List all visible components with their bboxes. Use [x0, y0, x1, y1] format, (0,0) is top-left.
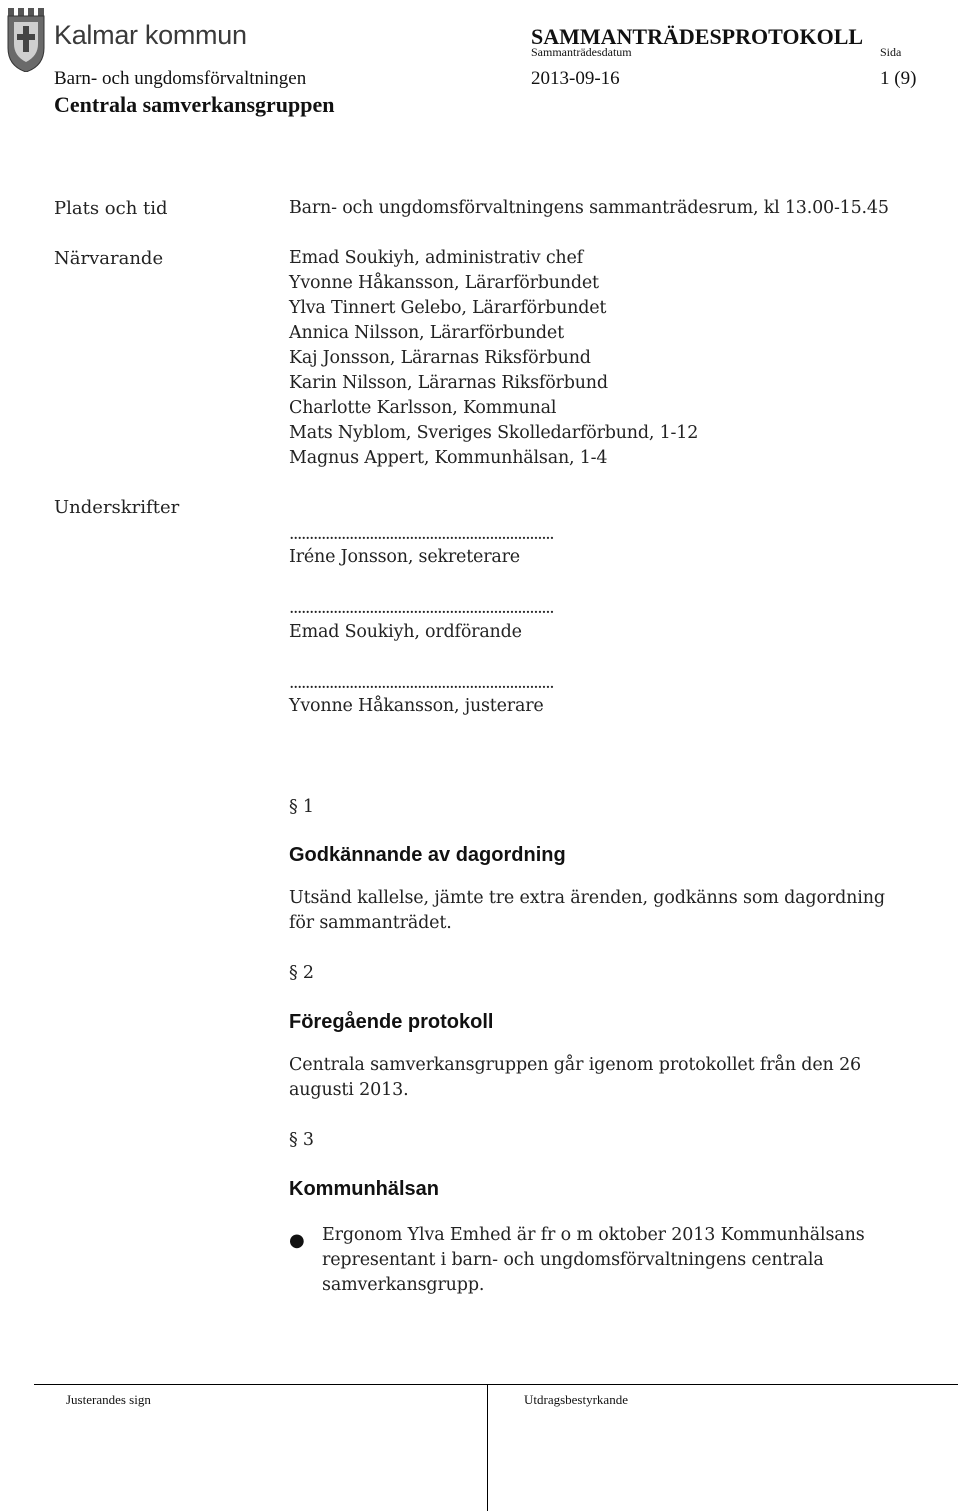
page-label: Sida [880, 45, 902, 59]
attendee: Karin Nilsson, Lärarnas Riksförbund [289, 373, 608, 393]
signatures-label: Underskrifter [54, 497, 180, 518]
attendee: Annica Nilsson, Lärarförbundet [289, 323, 564, 343]
certification-label: Utdragsbestyrkande [524, 1392, 628, 1407]
section-heading: Kommunhälsan [289, 1178, 440, 1200]
attendee: Kaj Jonsson, Lärarnas Riksförbund [289, 348, 591, 368]
attendee: Yvonne Håkansson, Lärarförbundet [289, 273, 599, 293]
signatory: Yvonne Håkansson, justerare [289, 696, 544, 716]
signature-line: .................................................................. [289, 598, 554, 618]
meeting-date-label: Sammanträdesdatum [531, 45, 632, 59]
section-text: Utsänd kallelse, jämte tre extra ärenden, godkänns som dagordning för sammanträdet. [289, 888, 885, 933]
signature-line: .................................................................. [289, 673, 554, 693]
meeting-date: 2013-09-16 [531, 68, 620, 89]
department: Barn- och ungdomsförvaltningen [54, 68, 307, 89]
section-text: Centrala samverkansgruppen går igenom protokollet från den 26 augusti 2013. [289, 1055, 862, 1100]
attendee: Mats Nyblom, Sveriges Skolledarförbund, 1-12 [289, 423, 699, 443]
signatory: Emad Soukiyh, ordförande [289, 622, 522, 642]
place-label: Plats och tid [54, 198, 168, 219]
section-heading: Godkännande av dagordning [289, 844, 566, 866]
footer-column-divider [487, 1384, 488, 1511]
place-value: Barn- och ungdomsförvaltningens sammanträdesrum, kl 13.00-15.45 [289, 198, 889, 218]
attendee: Ylva Tinnert Gelebo, Lärarförbundet [289, 298, 607, 318]
bullet-icon: ● [289, 1230, 305, 1251]
adjuster-signature-label: Justerandes sign [66, 1392, 151, 1407]
signatory: Iréne Jonsson, sekreterare [289, 547, 520, 567]
section-number: § 1 [289, 797, 314, 817]
document-type: SAMMANTRÄDESPROTOKOLL [531, 24, 864, 49]
section-sign-icon: § [289, 963, 298, 983]
bullet-text: Ergonom Ylva Emhed är fr o m oktober 2013 Kommunhälsans representant i barn- och ungdomsförvaltningens centrala samverkansgrupp. [322, 1225, 865, 1295]
attendee: Emad Soukiyh, administrativ chef [289, 248, 583, 268]
attendee: Magnus Appert, Kommunhälsan, 1-4 [289, 448, 608, 468]
section-sign-icon: § [289, 797, 298, 817]
attendee: Charlotte Karlsson, Kommunal [289, 398, 557, 418]
kalmar-coat-of-arms-logo [6, 8, 46, 72]
signature-line: .................................................................. [289, 524, 554, 544]
section-number: § 2 [289, 963, 314, 983]
page-number: 1 (9) [880, 68, 917, 89]
section-number: § 3 [289, 1130, 314, 1150]
present-label: Närvarande [54, 248, 164, 269]
section-heading: Föregående protokoll [289, 1011, 494, 1033]
org-name: Kalmar kommun [54, 20, 247, 50]
group-title: Centrala samverkansgruppen [54, 92, 335, 117]
footer-divider [34, 1384, 958, 1385]
section-sign-icon: § [289, 1130, 298, 1150]
